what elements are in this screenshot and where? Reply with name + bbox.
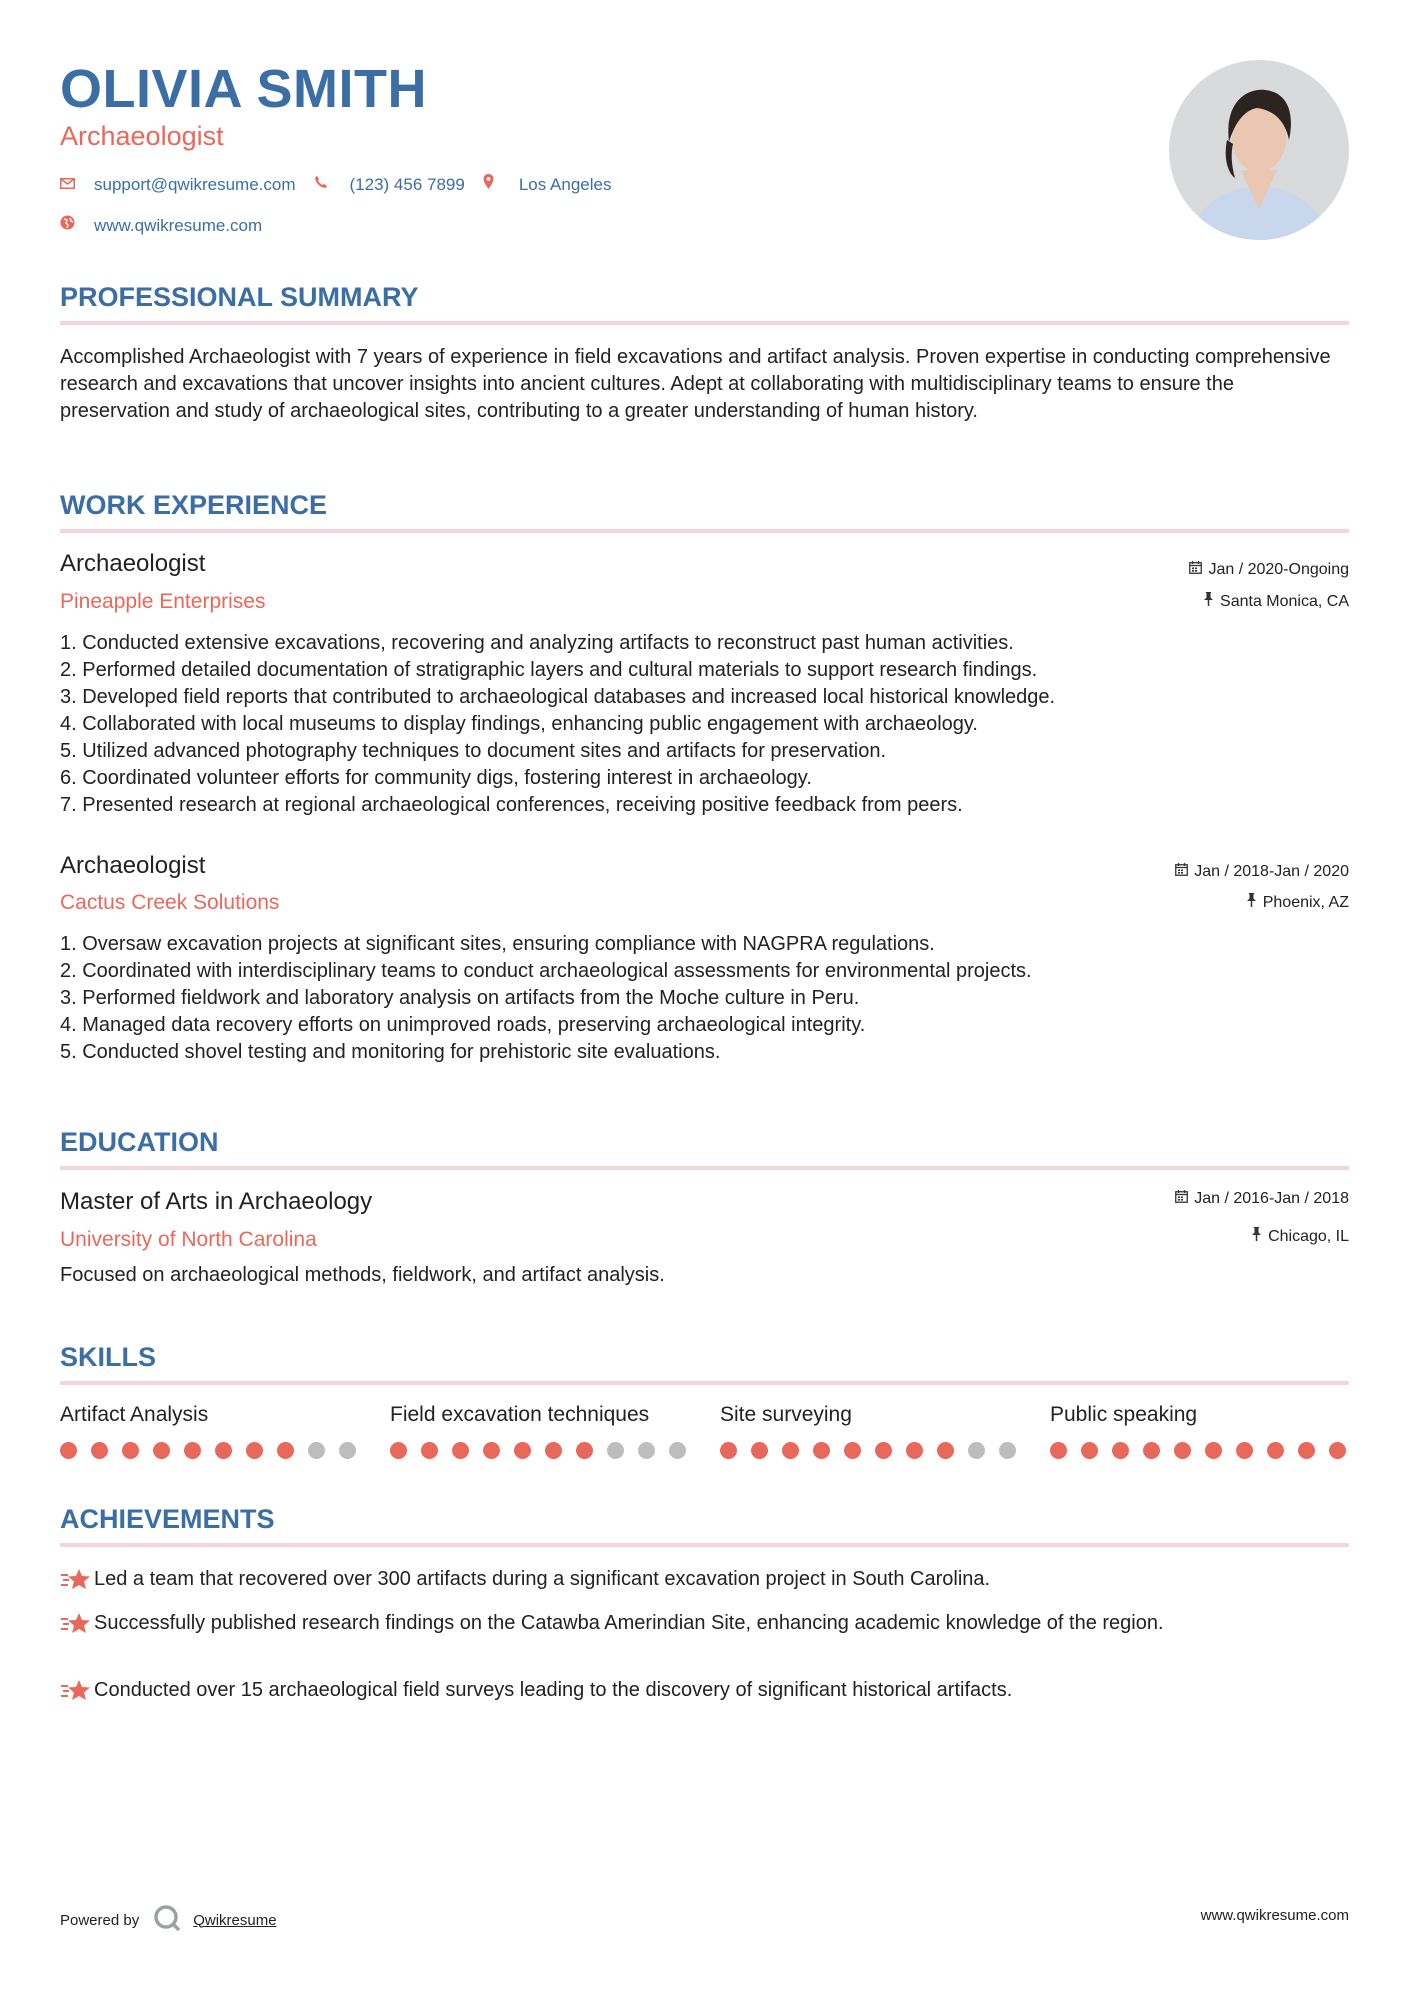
job-1-bullet: 1. Conducted extensive excavations, recovering and analyzing artifacts to reconstruct past human activities. bbox=[60, 632, 1014, 654]
education-dates-text: Jan / 2016-Jan / 2018 bbox=[1194, 1190, 1349, 1207]
calendar-icon bbox=[1175, 1189, 1188, 1209]
skill-rating bbox=[390, 1442, 700, 1459]
rating-dot-filled bbox=[906, 1442, 923, 1459]
rating-dot-filled bbox=[390, 1442, 407, 1459]
rating-dot-filled bbox=[122, 1442, 139, 1459]
achievement-item bbox=[60, 1566, 1349, 1593]
pushpin-icon bbox=[1203, 592, 1214, 612]
job-2-bullet: 2. Coordinated with interdisciplinary teams to conduct archaeological assessments for environmental projects. bbox=[60, 960, 1032, 982]
rating-dot-filled bbox=[421, 1442, 438, 1459]
job-1-location bbox=[1203, 592, 1349, 612]
work-heading: WORK EXPERIENCE bbox=[60, 490, 328, 520]
rating-dot-filled bbox=[751, 1442, 768, 1459]
education-heading: EDUCATION bbox=[60, 1127, 219, 1157]
work-divider bbox=[60, 529, 1349, 533]
job-2-dates bbox=[1175, 862, 1349, 882]
rating-dot-filled bbox=[1236, 1442, 1253, 1459]
job-2-bullet: 1. Oversaw excavation projects at significant sites, ensuring compliance with NAGPRA regulations. bbox=[60, 933, 935, 955]
rating-dot-filled bbox=[1298, 1442, 1315, 1459]
pushpin-icon bbox=[1246, 893, 1257, 913]
skill-label: Site surveying bbox=[720, 1403, 852, 1426]
achievement-text: Led a team that recovered over 300 artifacts during a significant excavation project in South Carolina. bbox=[94, 1568, 991, 1590]
job-1-location-text: Santa Monica, CA bbox=[1220, 593, 1349, 610]
location-text: Los Angeles bbox=[518, 175, 612, 194]
rating-dot-filled bbox=[1050, 1442, 1067, 1459]
skills-heading: SKILLS bbox=[60, 1342, 157, 1372]
rating-dot-filled bbox=[60, 1442, 77, 1459]
job-2-bullet: 5. Conducted shovel testing and monitoring for prehistoric site evaluations. bbox=[60, 1041, 721, 1063]
rating-dot-empty bbox=[968, 1442, 985, 1459]
rating-dot-empty bbox=[339, 1442, 356, 1459]
star-icon bbox=[60, 1610, 94, 1637]
skill-rating bbox=[720, 1442, 1030, 1459]
skill-item bbox=[1050, 1402, 1360, 1459]
rating-dot-empty bbox=[607, 1442, 624, 1459]
job-1-bullet: 2. Performed detailed documentation of stratigraphic layers and cultural materials to support research findings. bbox=[60, 659, 1038, 681]
rating-dot-filled bbox=[277, 1442, 294, 1459]
powered-by-text: Powered by bbox=[60, 1911, 140, 1929]
job-1-bullets bbox=[60, 630, 1349, 819]
rating-dot-filled bbox=[545, 1442, 562, 1459]
job-2-bullet: 3. Performed fieldwork and laboratory analysis on artifacts from the Moche culture in Peru. bbox=[60, 987, 860, 1009]
phone-icon bbox=[314, 174, 350, 196]
map-pin-icon bbox=[483, 174, 519, 196]
job-2-dates-text: Jan / 2018-Jan / 2020 bbox=[1194, 863, 1349, 880]
summary-heading: PROFESSIONAL SUMMARY bbox=[60, 282, 419, 312]
school-name: University of North Carolina bbox=[60, 1228, 317, 1251]
skill-item bbox=[60, 1402, 370, 1459]
summary-divider bbox=[60, 321, 1349, 325]
footer-powered-by bbox=[60, 1904, 277, 1936]
profile-photo bbox=[1169, 60, 1349, 240]
candidate-name: OLIVIA SMITH bbox=[60, 59, 427, 119]
job-1-dates-text: Jan / 2020-Ongoing bbox=[1208, 561, 1349, 578]
job-2-company: Cactus Creek Solutions bbox=[60, 891, 280, 914]
rating-dot-filled bbox=[844, 1442, 861, 1459]
phone-text: (123) 456 7899 bbox=[349, 175, 465, 194]
rating-dot-filled bbox=[1143, 1442, 1160, 1459]
education-location bbox=[1251, 1227, 1349, 1247]
rating-dot-filled bbox=[782, 1442, 799, 1459]
rating-dot-filled bbox=[514, 1442, 531, 1459]
website-link[interactable]: www.qwikresume.com bbox=[94, 216, 263, 235]
rating-dot-empty bbox=[308, 1442, 325, 1459]
achievement-item bbox=[60, 1610, 1349, 1637]
education-location-text: Chicago, IL bbox=[1268, 1228, 1349, 1245]
rating-dot-filled bbox=[1329, 1442, 1346, 1459]
achievement-item bbox=[60, 1677, 1349, 1704]
rating-dot-filled bbox=[215, 1442, 232, 1459]
rating-dot-filled bbox=[720, 1442, 737, 1459]
rating-dot-filled bbox=[1081, 1442, 1098, 1459]
candidate-role: Archaeologist bbox=[60, 121, 224, 151]
rating-dot-filled bbox=[937, 1442, 954, 1459]
contact-row-1 bbox=[60, 174, 611, 196]
job-2-bullet: 4. Managed data recovery efforts on unimproved roads, preserving archaeological integrity. bbox=[60, 1014, 866, 1036]
rating-dot-filled bbox=[153, 1442, 170, 1459]
rating-dot-filled bbox=[452, 1442, 469, 1459]
star-icon bbox=[60, 1677, 94, 1704]
rating-dot-filled bbox=[1267, 1442, 1284, 1459]
achievement-text: Successfully published research findings on the Catawba Amerindian Site, enhancing academic knowledge of the region. bbox=[94, 1612, 1164, 1634]
brand-link[interactable]: Qwikresume bbox=[193, 1911, 277, 1929]
job-2-location bbox=[1246, 893, 1349, 913]
skill-rating bbox=[1050, 1442, 1360, 1459]
footer-url[interactable]: www.qwikresume.com bbox=[1200, 1907, 1349, 1924]
education-divider bbox=[60, 1166, 1349, 1170]
rating-dot-filled bbox=[483, 1442, 500, 1459]
job-2-bullets bbox=[60, 931, 1349, 1066]
envelope-icon bbox=[60, 174, 94, 196]
skill-item bbox=[390, 1402, 700, 1459]
star-icon bbox=[60, 1566, 94, 1593]
job-1-bullet: 5. Utilized advanced photography techniques to document sites and artifacts for preservation. bbox=[60, 740, 887, 762]
rating-dot-filled bbox=[1112, 1442, 1129, 1459]
rating-dot-filled bbox=[246, 1442, 263, 1459]
skills-divider bbox=[60, 1381, 1349, 1385]
rating-dot-filled bbox=[184, 1442, 201, 1459]
rating-dot-empty bbox=[669, 1442, 686, 1459]
globe-icon bbox=[60, 215, 94, 237]
achievements-divider bbox=[60, 1543, 1349, 1547]
rating-dot-filled bbox=[1205, 1442, 1222, 1459]
skills-grid bbox=[60, 1402, 1349, 1462]
skill-label: Artifact Analysis bbox=[60, 1403, 209, 1426]
job-1-bullet: 6. Coordinated volunteer efforts for community digs, fostering interest in archaeology. bbox=[60, 767, 812, 789]
education-description: Focused on archaeological methods, fieldwork, and artifact analysis. bbox=[60, 1264, 665, 1286]
achievement-text: Conducted over 15 archaeological field surveys leading to the discovery of significant historical artifacts. bbox=[94, 1679, 1013, 1701]
contact-row-2 bbox=[60, 215, 262, 237]
job-1-company: Pineapple Enterprises bbox=[60, 590, 266, 613]
rating-dot-filled bbox=[1174, 1442, 1191, 1459]
job-2-title: Archaeologist bbox=[60, 852, 206, 879]
job-1-bullet: 4. Collaborated with local museums to display findings, enhancing public engagement with archaeology. bbox=[60, 713, 978, 735]
rating-dot-filled bbox=[91, 1442, 108, 1459]
rating-dot-filled bbox=[875, 1442, 892, 1459]
job-1-bullet: 3. Developed field reports that contributed to archaeological databases and increased local historical knowledge. bbox=[60, 686, 1056, 708]
skill-label: Field excavation techniques bbox=[390, 1403, 650, 1426]
rating-dot-empty bbox=[999, 1442, 1016, 1459]
calendar-icon bbox=[1189, 560, 1202, 580]
degree-title: Master of Arts in Archaeology bbox=[60, 1188, 373, 1215]
job-1-dates bbox=[1189, 560, 1349, 580]
achievements-heading: ACHIEVEMENTS bbox=[60, 1504, 275, 1534]
pushpin-icon bbox=[1251, 1227, 1262, 1247]
education-dates bbox=[1175, 1189, 1349, 1209]
rating-dot-filled bbox=[813, 1442, 830, 1459]
rating-dot-empty bbox=[638, 1442, 655, 1459]
skill-item bbox=[720, 1402, 1030, 1459]
calendar-icon bbox=[1175, 862, 1188, 882]
rating-dot-filled bbox=[576, 1442, 593, 1459]
job-1-title: Archaeologist bbox=[60, 550, 206, 577]
skill-label: Public speaking bbox=[1050, 1403, 1198, 1426]
job-2-location-text: Phoenix, AZ bbox=[1262, 894, 1349, 911]
job-1-bullet: 7. Presented research at regional archaeological conferences, receiving positive feedback from peers. bbox=[60, 794, 963, 816]
email-link[interactable]: support@qwikresume.com bbox=[94, 175, 296, 194]
qwikresume-logo-icon bbox=[153, 1904, 181, 1936]
skill-rating bbox=[60, 1442, 370, 1459]
summary-text: Accomplished Archaeologist with 7 years of experience in field excavations and artifact analysis. Proven expertise in conducting comprehensive research and excavations that uncover insights into ancient cultures. Adept at collaborating with multidisciplinary teams to ensure the preservation and study of archaeological sites, contributing to a greater understanding of human history. bbox=[60, 346, 1331, 422]
